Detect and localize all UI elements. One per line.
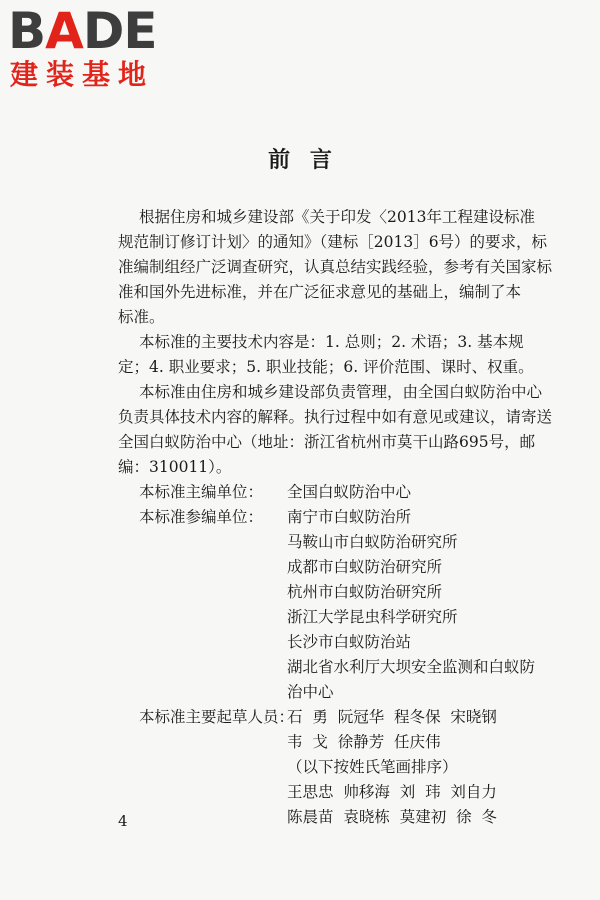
- drafters-line: 石 勇 阮冠华 程冬保 宋晓钢: [287, 708, 497, 726]
- page-number: 4: [118, 812, 128, 830]
- participating-units-label: 本标准参编单位：: [139, 508, 264, 526]
- logo-letters-de: DE: [82, 2, 157, 60]
- participating-unit: 成都市白蚁防治研究所: [287, 558, 443, 576]
- bade-logo: [8, 4, 180, 96]
- participating-unit: 马鞍山市白蚁防治研究所: [287, 533, 458, 551]
- p3-line-4: 编：310011）。: [118, 458, 232, 476]
- p3-line-1: 本标准由住房和城乡建设部负责管理，由全国白蚁防治中心: [139, 383, 543, 401]
- participating-unit: 长沙市白蚁防治站: [287, 633, 412, 651]
- chief-unit-value: 全国白蚁防治中心: [287, 483, 412, 501]
- p1-line-1: 根据住房和城乡建设部《关于印发〈2013年工程建设标准: [139, 208, 535, 226]
- logo-subtitle: 建装基地: [10, 58, 155, 91]
- p1-line-3: 准编制组经广泛调查研究，认真总结实践经验，参考有关国家标: [118, 258, 553, 276]
- drafters-line: 韦 戈 徐静芳 任庆伟: [287, 733, 441, 751]
- logo-letter-a: A: [45, 2, 83, 60]
- p1-line-4: 准和国外先进标准，并在广泛征求意见的基础上，编制了本: [118, 283, 522, 301]
- chief-unit-label: 本标准主编单位：: [139, 483, 264, 501]
- drafters-line: 王思忠 帅移海 刘 玮 刘自力: [287, 783, 497, 801]
- p3-line-2: 负责具体技术内容的解释。执行过程中如有意见或建议，请寄送: [118, 408, 553, 426]
- p2-line-1: 本标准的主要技术内容是：1. 总则；2. 术语；3. 基本规: [139, 333, 524, 351]
- logo-letter-b: B: [8, 2, 46, 60]
- p1-line-5: 标准。: [118, 308, 165, 326]
- drafters-label: 本标准主要起草人员：: [139, 708, 295, 726]
- drafters-line: 陈晨苗 袁晓栋 莫建初 徐 冬: [287, 808, 497, 826]
- page-title: 前言: [268, 147, 352, 173]
- participating-unit: 湖北省水利厅大坝安全监测和白蚁防: [287, 658, 536, 676]
- logo-wordmark: [8, 4, 157, 58]
- participating-unit: 浙江大学昆虫科学研究所: [287, 608, 458, 626]
- drafters-note: （以下按姓氏笔画排序）: [287, 758, 458, 776]
- p1-line-2: 规范制订修订计划〉的通知》（建标［2013］6号）的要求，标: [118, 233, 548, 251]
- participating-unit: 南宁市白蚁防治所: [287, 508, 412, 526]
- p3-line-3: 全国白蚁防治中心（地址：浙江省杭州市莫干山路695号，邮: [118, 433, 536, 451]
- participating-unit: 治中心: [287, 683, 334, 701]
- participating-unit: 杭州市白蚁防治研究所: [287, 583, 443, 601]
- p2-line-2: 定；4. 职业要求；5. 职业技能；6. 评价范围、课时、权重。: [118, 358, 534, 376]
